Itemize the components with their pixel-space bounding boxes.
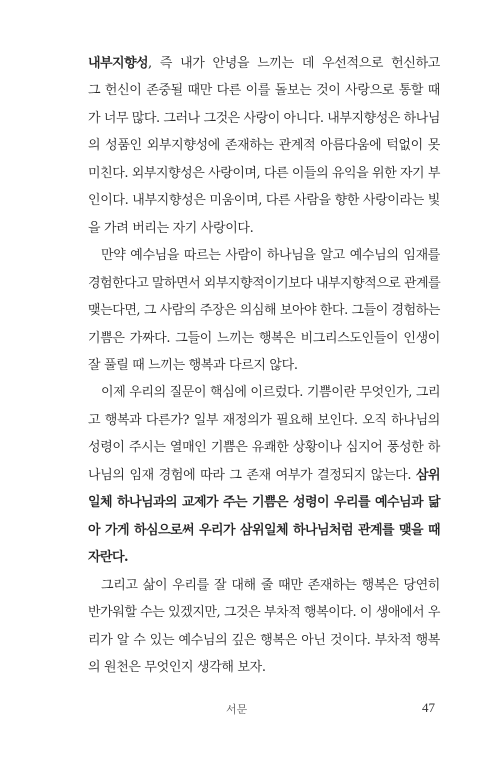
text-segment: , 즉 내가 안녕을 느끼는 데 우선적으로 헌신하고 xyxy=(148,56,440,71)
text-line xyxy=(88,572,440,599)
text-line xyxy=(88,77,440,104)
paragraph xyxy=(88,379,440,571)
text-line xyxy=(88,160,440,187)
text-segment: 인이다. 내부지향성은 미움이며, 다른 사람을 향한 사랑이라는 빛 xyxy=(88,193,440,209)
text-segment: 고 행복과 다른가? 일부 재정의가 필요해 보인다. 오직 하나님의 xyxy=(88,412,440,428)
text-segment: 기쁨은 가짜다. 그들이 느끼는 행복은 비그리스도인들이 인생이 xyxy=(88,330,440,346)
text-segment: 의 원천은 무엇인지 생각해 보자. xyxy=(88,659,266,675)
text-segment: 의 성품인 외부지향성에 존재하는 관계적 아름다움에 턱없이 못 xyxy=(88,138,440,154)
text-segment: 성령이 주시는 열매인 기쁨은 유쾌한 상황이나 심지어 풍성한 하 xyxy=(88,440,440,456)
text-segment: 그리고 삶이 우리를 잘 대해 줄 때만 존재하는 행복은 당연히 xyxy=(101,577,440,593)
text-segment: 나님의 임재 경험에 따라 그 존재 여부가 결정되지 않는다. xyxy=(88,467,416,483)
text-segment: 이제 우리의 질문이 핵심에 이르렀다. 기쁨이란 무엇인가, 그리 xyxy=(101,385,441,401)
text-segment: 가 너무 많다. 그러나 그것은 사랑이 아니다. 내부지향성은 하나님 xyxy=(88,110,440,126)
text-segment: 경험한다고 말하면서 외부지향적이기보다 내부지향적으로 관계를 xyxy=(88,275,441,291)
text-segment: 리가 알 수 있는 예수님의 깊은 행복은 아닌 것이다. 부차적 행복 xyxy=(88,632,440,648)
text-line xyxy=(88,132,440,159)
text-line xyxy=(88,599,440,626)
emphasized-text: 내부지향성 xyxy=(88,56,149,71)
text-line xyxy=(88,352,440,379)
text-segment: 잘 풀릴 때 느끼는 행복과 다르지 않다. xyxy=(88,357,298,373)
text-line xyxy=(88,462,440,489)
text-segment: 을 가려 버리는 자기 사랑이다. xyxy=(88,220,254,236)
paragraph xyxy=(88,50,440,242)
body-text xyxy=(88,50,440,681)
text-line xyxy=(88,297,440,324)
text-line xyxy=(88,187,440,214)
text-line xyxy=(88,379,440,406)
text-line xyxy=(88,105,440,132)
text-line xyxy=(88,325,440,352)
text-segment: 미친다. 외부지향성은 사랑이며, 다른 이들의 유익을 위한 자기 부 xyxy=(88,165,440,181)
page-number: 47 xyxy=(422,700,435,715)
text-segment: 만약 예수님을 따르는 사람이 하나님을 알고 예수님의 임재를 xyxy=(101,248,440,264)
text-line xyxy=(88,489,440,516)
text-line xyxy=(88,215,440,242)
paragraph xyxy=(88,572,440,682)
text-segment: 그 헌신이 존중될 때만 다른 이를 돌보는 것이 사랑으로 통할 때 xyxy=(88,83,440,99)
paragraph xyxy=(88,242,440,379)
text-segment: 반가워할 수는 있겠지만, 그것은 부차적 행복이다. 이 생애에서 우 xyxy=(88,605,440,621)
text-line xyxy=(88,242,440,269)
text-segment: 맺는다면, 그 사람의 주장은 의심해 보아야 한다. 그들이 경험하는 xyxy=(88,303,440,319)
text-line xyxy=(88,517,440,544)
text-line xyxy=(88,434,440,461)
emphasized-text: 일체 하나님과의 교제가 주는 기쁨은 성령이 우리를 예수님과 닮 xyxy=(88,495,440,511)
text-line xyxy=(88,407,440,434)
running-footer-section: 서문 xyxy=(226,703,248,716)
text-line xyxy=(88,270,440,297)
emphasized-text: 자란다. xyxy=(88,550,128,566)
text-line xyxy=(88,627,440,654)
page-footer xyxy=(0,701,500,721)
emphasized-text: 삼위 xyxy=(415,467,440,483)
emphasized-text: 아 가게 하심으로써 우리가 삼위일체 하나님처럼 관계를 맺을 때 xyxy=(88,522,440,538)
text-line xyxy=(88,654,440,681)
text-line xyxy=(88,50,440,77)
text-line xyxy=(88,544,440,571)
